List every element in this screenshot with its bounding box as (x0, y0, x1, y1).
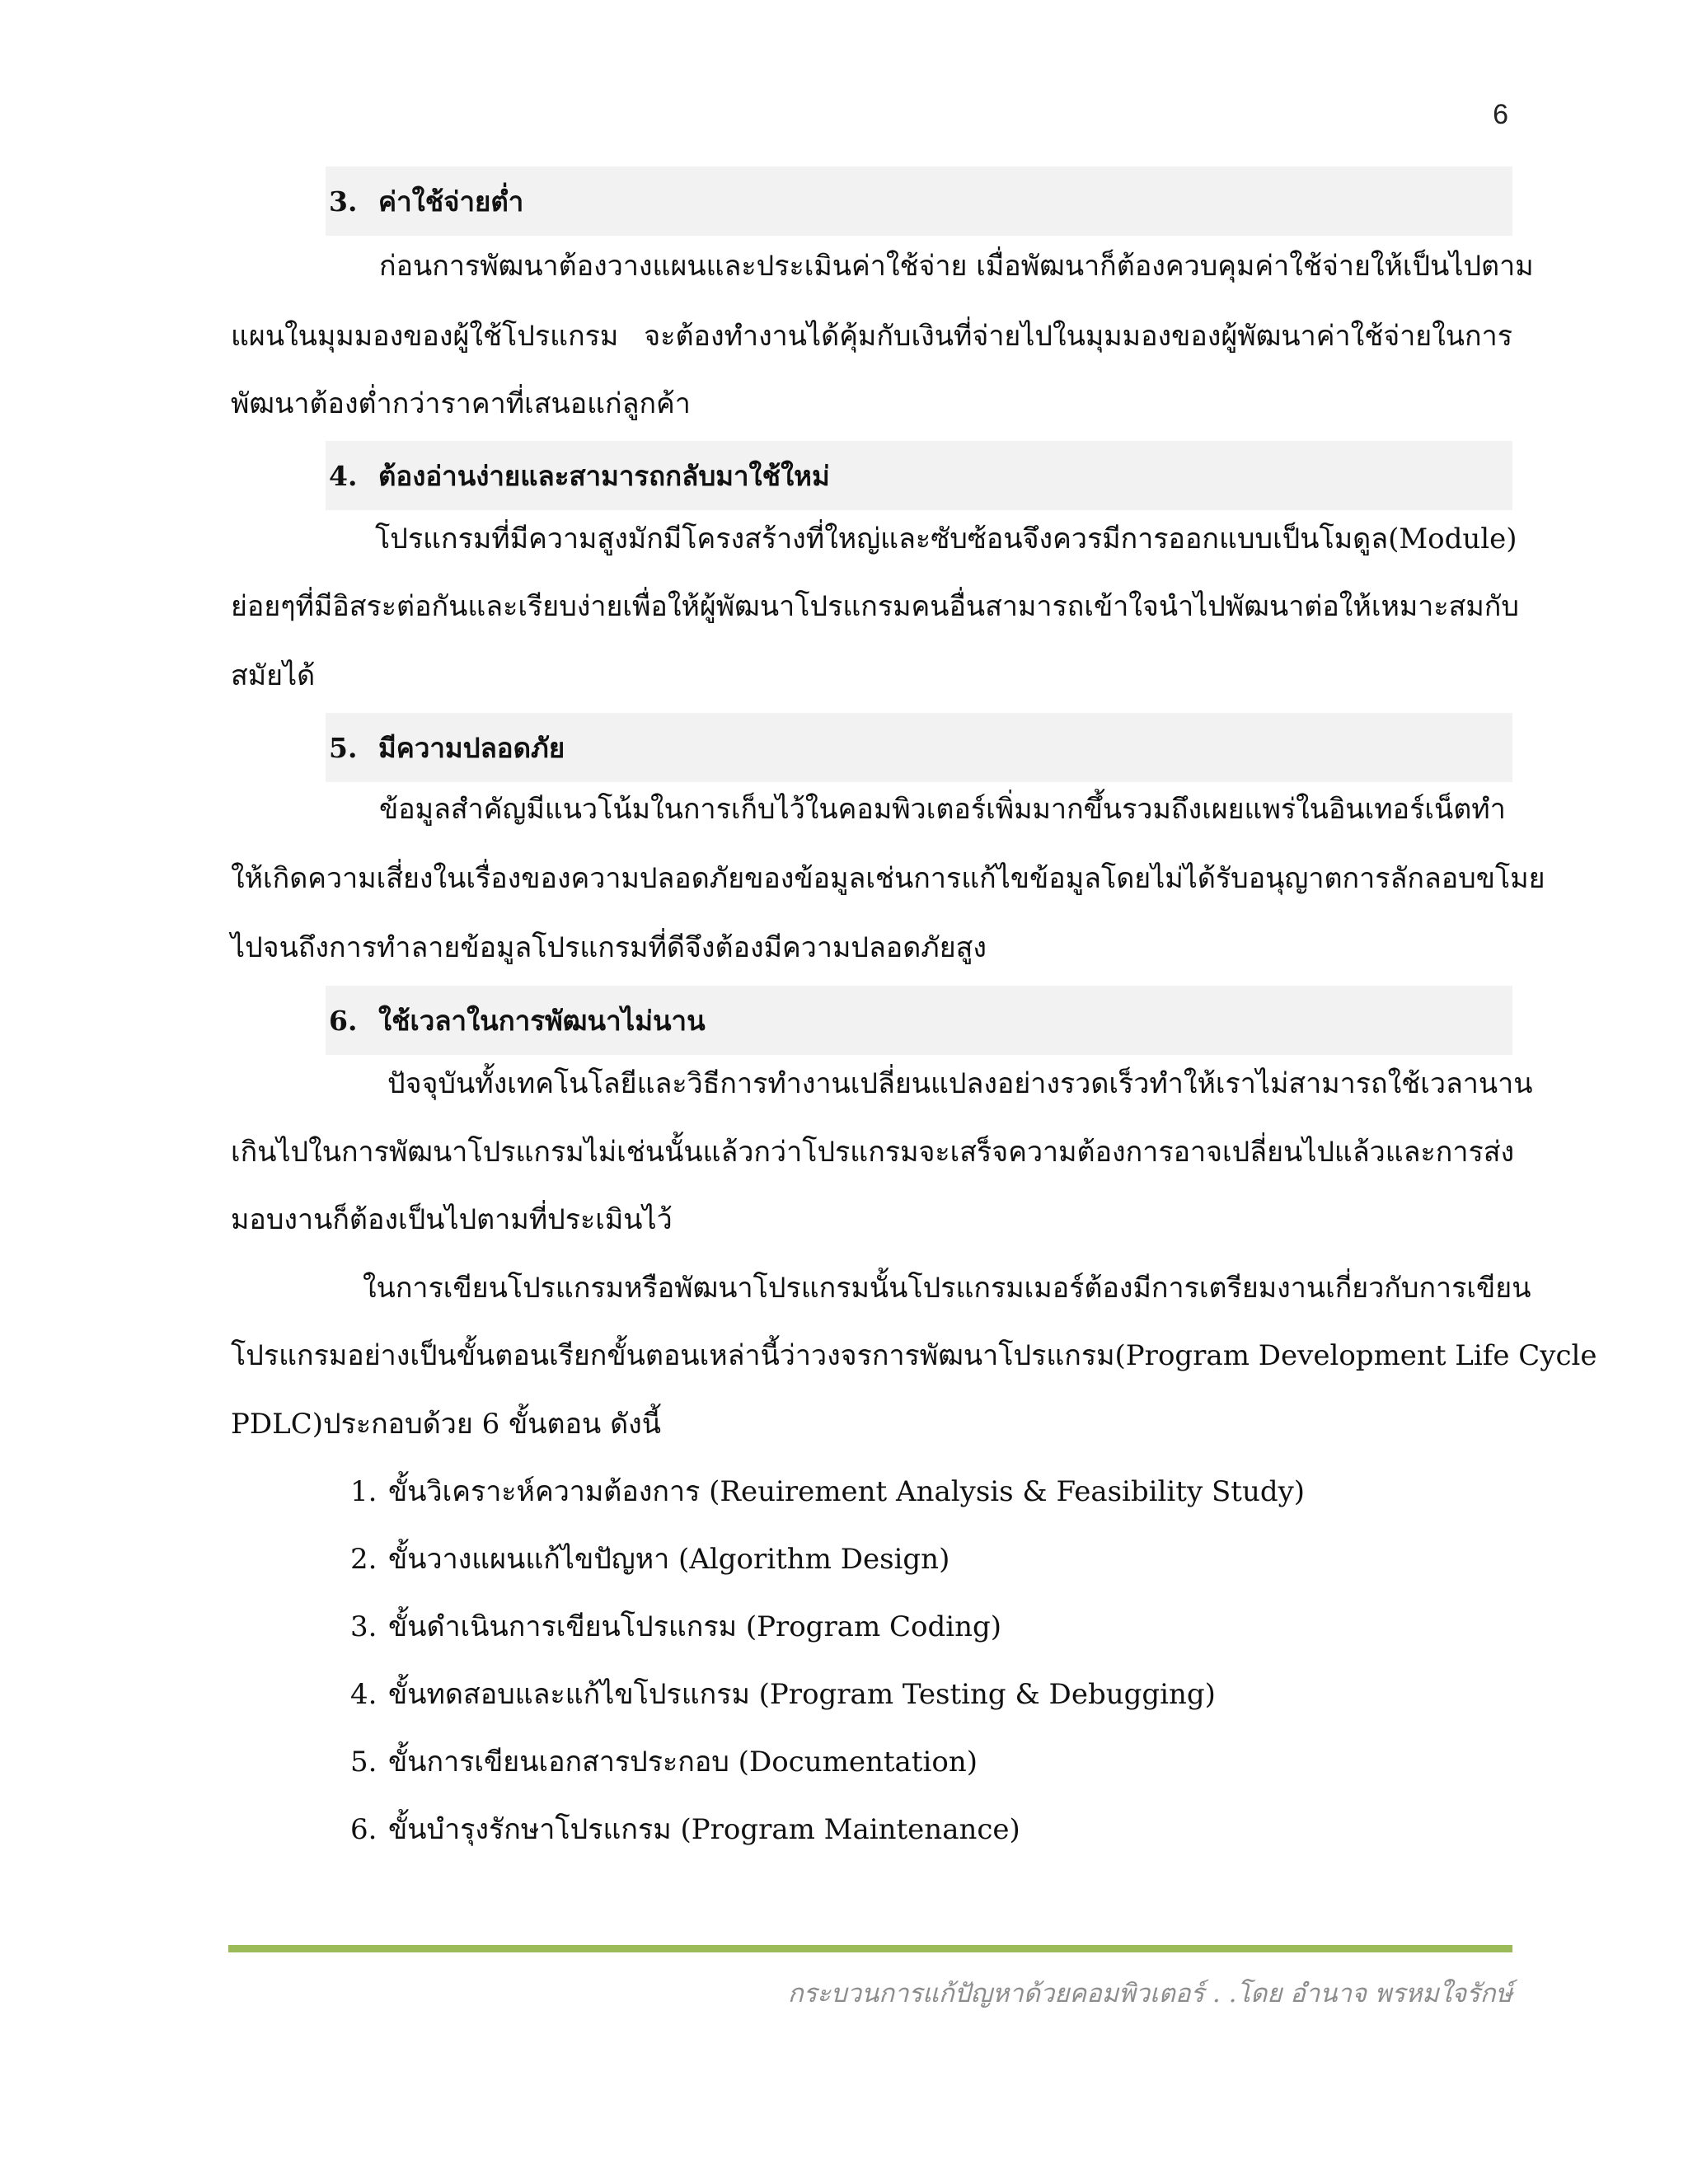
section-title: มีความปลอดภัย (378, 731, 565, 764)
paragraph-line: แผนในมุมมองของผู้ใช้โปรแกรม จะต้องทำงานได้คุ้มกับเงินที่จ่ายไปในมุมมองของผู้พัฒนาค่าใช้จ่ายในการ (231, 320, 1512, 353)
paragraph-line: สมัยได้ (231, 659, 316, 692)
list-item-number: 4. (350, 1678, 377, 1711)
list-item-number: 2. (350, 1543, 377, 1576)
list-item (350, 1678, 1216, 1712)
paragraph-line: ในการเขียนโปรแกรมหรือพัฒนาโปรแกรมนั้นโปรแกรมเมอร์ต้องมีการเตรียมงานเกี่ยวกับการเขียน (363, 1272, 1531, 1305)
footer-text: กระบวนการแก้ปัญหาด้วยคอมพิวเตอร์ . .โดย อำนาจ พรหมใจรักษ์ (787, 1979, 1512, 2008)
paragraph-line: ย่อยๆที่มีอิสระต่อกันและเรียบง่ายเพื่อให้ผู้พัฒนาโปรแกรมคนอื่นสามารถเข้าใจนำไปพัฒนาต่อให้เหมาะสมกับ (231, 590, 1519, 623)
paragraph-line: มอบงานก็ต้องเป็นไปตามที่ประเมินไว้ (231, 1203, 673, 1236)
paragraph-line: พัฒนาต้องต่ำกว่าราคาที่เสนอแก่ลูกค้า (231, 387, 691, 420)
list-item (350, 1610, 1001, 1644)
list-item (350, 1475, 1305, 1509)
section-heading-4 (326, 441, 1512, 510)
list-item (350, 1746, 978, 1779)
list-item-text: ขั้นทดสอบและแก้ไขโปรแกรม (Program Testing & Debugging) (388, 1678, 1216, 1711)
section-heading-3 (326, 166, 1512, 236)
paragraph-line: ก่อนการพัฒนาต้องวางแผนและประเมินค่าใช้จ่าย เมื่อพัฒนาก็ต้องควบคุมค่าใช้จ่ายให้เป็นไปตาม (379, 250, 1534, 283)
paragraph-line: PDLC)ประกอบด้วย 6 ขั้นตอน ดังนี้ (231, 1408, 661, 1441)
list-item-number: 6. (350, 1813, 377, 1846)
section-number: 3. (329, 185, 358, 218)
section-heading-6 (326, 986, 1512, 1055)
footer-divider (228, 1945, 1512, 1952)
paragraph-line: ข้อมูลสำคัญมีแนวโน้มในการเก็บไว้ในคอมพิวเตอร์เพิ่มมากขึ้นรวมถึงเผยแพร่ในอินเทอร์เน็ตทำ (379, 793, 1506, 826)
section-heading-5 (326, 713, 1512, 782)
section-title: ใช้เวลาในการพัฒนาไม่นาน (378, 1004, 706, 1037)
paragraph-line: โปรแกรมที่มีความสูงมักมีโครงสร้างที่ใหญ่และซับซ้อนจึงควรมีการออกแบบเป็นโมดูล(Module) (375, 523, 1517, 555)
section-number: 5. (329, 731, 358, 764)
section-title: ต้องอ่านง่ายและสามารถกลับมาใช้ใหม่ (378, 459, 830, 492)
paragraph-line: เกินไปในการพัฒนาโปรแกรมไม่เช่นนั้นแล้วกว่าโปรแกรมจะเสร็จความต้องการอาจเปลี่ยนไปแล้วและการส่ง (231, 1136, 1515, 1169)
section-number: 6. (329, 1004, 358, 1037)
list-item-text: ขั้นวิเคราะห์ความต้องการ (Reuirement Analysis & Feasibility Study) (388, 1475, 1306, 1508)
section-number: 4. (329, 459, 358, 492)
page-number: 6 (1493, 99, 1508, 130)
paragraph-line: ให้เกิดความเสี่ยงในเรื่องของความปลอดภัยของข้อมูลเช่นการแก้ไขข้อมูลโดยไม่ได้รับอนุญาตการลักลอบขโมย (231, 862, 1545, 895)
list-item (350, 1813, 1020, 1847)
paragraph-line: ไปจนถึงการทำลายข้อมูลโปรแกรมที่ดีจึงต้องมีความปลอดภัยสูง (231, 931, 987, 964)
list-item-number: 3. (350, 1610, 377, 1643)
list-item-text: ขั้นบำรุงรักษาโปรแกรม (Program Maintenance) (388, 1813, 1020, 1846)
section-title: ค่าใช้จ่ายต่ำ (378, 185, 524, 218)
list-item-number: 1. (350, 1475, 377, 1508)
list-item-number: 5. (350, 1746, 377, 1779)
list-item (350, 1543, 950, 1577)
paragraph-line: โปรแกรมอย่างเป็นขั้นตอนเรียกขั้นตอนเหล่านี้ว่าวงจรการพัฒนาโปรแกรม(Program Development Life Cycle (231, 1339, 1597, 1372)
list-item-text: ขั้นการเขียนเอกสารประกอบ (Documentation) (388, 1746, 978, 1779)
list-item-text: ขั้นดำเนินการเขียนโปรแกรม (Program Coding) (388, 1610, 1002, 1643)
list-item-text: ขั้นวางแผนแก้ไขปัญหา (Algorithm Design) (388, 1543, 950, 1576)
paragraph-line: ปัจจุบันทั้งเทคโนโลยีและวิธีการทำงานเปลี่ยนแปลงอย่างรวดเร็วทำให้เราไม่สามารถใช้เวลานาน (387, 1067, 1533, 1100)
